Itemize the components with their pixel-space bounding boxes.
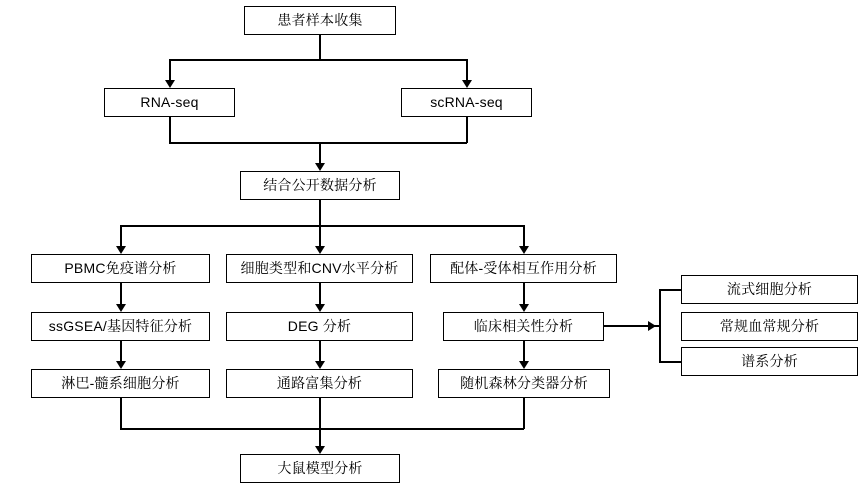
node-label: 大鼠模型分析 xyxy=(277,459,363,476)
arrow-down-icon xyxy=(116,246,126,254)
node-public-data-analysis[interactable] xyxy=(240,171,400,200)
node-label: scRNA-seq xyxy=(430,93,503,110)
node-scrna-seq[interactable] xyxy=(401,88,532,117)
arrow-down-icon xyxy=(165,80,175,88)
connector-segment xyxy=(319,200,321,226)
connector-segment xyxy=(319,398,321,429)
node-label: 结合公开数据分析 xyxy=(263,176,377,193)
node-rat-model[interactable] xyxy=(240,454,400,483)
connector-segment xyxy=(319,428,321,446)
node-ssgsea-gene-signature[interactable] xyxy=(31,312,210,341)
connector-segment xyxy=(169,117,171,143)
arrow-down-icon xyxy=(519,246,529,254)
arrow-right-icon xyxy=(648,321,656,331)
node-deg-analysis[interactable] xyxy=(226,312,413,341)
connector-segment xyxy=(120,341,122,361)
node-clinical-correlation[interactable] xyxy=(443,312,604,341)
node-label: 临床相关性分析 xyxy=(473,317,574,334)
connector-segment xyxy=(523,341,525,361)
connector-segment xyxy=(319,341,321,361)
arrow-down-icon xyxy=(315,163,325,171)
arrow-down-icon xyxy=(116,361,126,369)
node-label: 谱系分析 xyxy=(741,352,798,369)
connector-segment xyxy=(120,225,122,246)
node-label: DEG 分析 xyxy=(287,317,352,334)
node-label: ssGSEA/基因特征分析 xyxy=(48,317,193,334)
node-ligand-receptor[interactable] xyxy=(430,254,617,283)
connector-segment xyxy=(169,142,467,144)
connector-segment xyxy=(319,35,321,60)
arrow-down-icon xyxy=(315,246,325,254)
node-label: 淋巴-髓系细胞分析 xyxy=(61,374,180,391)
connector-segment xyxy=(659,361,682,363)
node-label: 配体-受体相互作用分析 xyxy=(450,259,597,276)
node-label: 随机森林分类器分析 xyxy=(460,374,588,391)
arrow-down-icon xyxy=(519,304,529,312)
arrow-down-icon xyxy=(519,361,529,369)
node-label: 通路富集分析 xyxy=(276,374,363,391)
connector-segment xyxy=(466,59,468,80)
node-label: RNA-seq xyxy=(140,93,199,110)
node-random-forest[interactable] xyxy=(438,369,610,398)
connector-segment xyxy=(120,225,524,227)
node-label: 常规血常规分析 xyxy=(719,317,820,334)
connector-segment xyxy=(169,59,467,61)
arrow-down-icon xyxy=(462,80,472,88)
connector-segment xyxy=(169,59,171,80)
arrow-down-icon xyxy=(315,446,325,454)
node-label: 患者样本收集 xyxy=(277,11,363,28)
connector-segment xyxy=(120,283,122,304)
connector-segment xyxy=(659,289,661,362)
arrow-down-icon xyxy=(116,304,126,312)
node-label: 细胞类型和CNV水平分析 xyxy=(240,259,399,276)
node-cell-type-cnv[interactable] xyxy=(226,254,413,283)
node-pbmc-immune-profile[interactable] xyxy=(31,254,210,283)
connector-segment xyxy=(466,117,468,143)
node-label: 流式细胞分析 xyxy=(726,280,813,297)
node-patient-sample[interactable] xyxy=(244,6,396,35)
connector-segment xyxy=(120,428,524,430)
node-blood-routine[interactable] xyxy=(681,312,858,341)
node-lymph-myeloid[interactable] xyxy=(31,369,210,398)
node-lineage-analysis[interactable] xyxy=(681,347,858,376)
connector-segment xyxy=(319,142,321,163)
connector-segment xyxy=(523,283,525,304)
connector-segment xyxy=(523,398,525,429)
connector-segment xyxy=(120,398,122,429)
arrow-down-icon xyxy=(315,361,325,369)
connector-segment xyxy=(523,225,525,246)
connector-segment xyxy=(659,289,682,291)
node-label: PBMC免疫谱分析 xyxy=(64,259,177,276)
arrow-down-icon xyxy=(315,304,325,312)
connector-segment xyxy=(319,283,321,304)
node-rna-seq[interactable] xyxy=(104,88,235,117)
node-flow-cytometry[interactable] xyxy=(681,275,858,304)
connector-segment xyxy=(319,225,321,246)
node-pathway-enrichment[interactable] xyxy=(226,369,413,398)
